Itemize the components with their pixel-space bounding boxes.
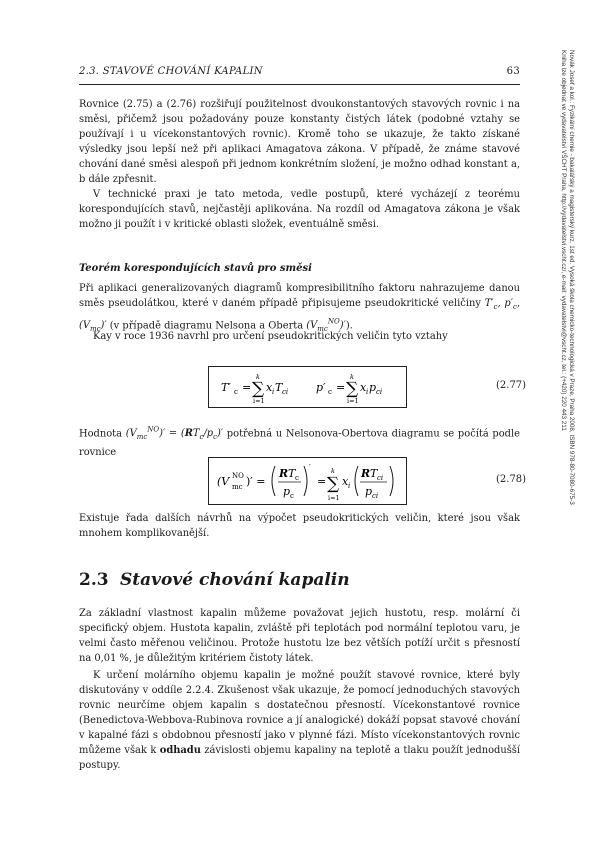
paragraph-3-text-b: (v případě diagramu Nelsona a Oberta bbox=[109, 320, 304, 332]
svg-text:c: c bbox=[295, 474, 299, 482]
header-rule bbox=[79, 84, 520, 85]
svg-text:NO: NO bbox=[232, 472, 244, 480]
svg-text:ci: ci bbox=[376, 388, 383, 396]
paragraph-1: Rovnice (2.75) a (2.76) rozšiřují použitelnost dvoukonstantových stavových rovnic i na směsi, přičemž jsou požadovány pouze konstanty čistých látek (podobné vztahy se používají i u vícekonstantových rovnic). Kromě toho se ukazuje, že takto získané výsledky jsou lepší než při aplikaci Amagatova zákona. V případě, že známe stavové chování dané směsi alespoň při jednom konkrétním složení, je možno odhad konstant a, b dále zpřesnit. bbox=[79, 99, 520, 185]
svg-text:ci: ci bbox=[372, 492, 379, 500]
svg-text:k: k bbox=[350, 373, 354, 381]
svg-text:R: R bbox=[279, 467, 289, 480]
running-header-section: 2.3. STAVOVÉ CHOVÁNÍ KAPALIN bbox=[79, 66, 263, 77]
paragraph-8-text-b: závislosti objemu kapaliny na teplotě a tlaku použít jednodušší postupy. bbox=[79, 745, 521, 771]
section-number: 2.3 bbox=[79, 570, 109, 590]
svg-text:)′ =: )′ = bbox=[246, 475, 266, 488]
section-title: Stavové chování kapalin bbox=[120, 570, 350, 590]
svg-text:p: p bbox=[365, 485, 373, 498]
svg-text:p: p bbox=[369, 381, 377, 394]
equation-2-77-svg bbox=[209, 367, 406, 407]
paragraph-7: Za základní vlastnost kapalin můžeme považovat jejich hustotu, resp. molární či specifický objem. Hustota kapalin, zvláště při teplotách pod normální teplotou varu, je velmi často měřenou veličinou. Protože hustotu lze bez větších potíží určit s přesností na 0,01 %, je důležitým kritériem čistoty látek. bbox=[79, 608, 520, 664]
svg-text:x: x bbox=[360, 381, 367, 394]
paragraph-5-text-b: potřebná u Nelsonova-Obertova diagramu se počítá podle rovnice bbox=[79, 428, 520, 459]
svg-text:(V: (V bbox=[217, 475, 230, 488]
side-copyright-note bbox=[559, 50, 575, 810]
math-vmc-no: $(V_{mc}^{NO})'$ bbox=[306, 317, 346, 334]
svg-text:p: p bbox=[283, 485, 291, 498]
paragraph-8-bold: odhadu bbox=[159, 745, 201, 756]
equation-label-2-77: (2.77) bbox=[496, 380, 527, 391]
math-pseudocritical-vars: $T'_c$, $p'_c$, $(V_{mc})'$ bbox=[79, 298, 521, 334]
svg-text:x: x bbox=[266, 381, 273, 394]
equation-box-2-77 bbox=[208, 366, 407, 408]
svg-text:=: = bbox=[242, 381, 252, 394]
svg-text:mc: mc bbox=[232, 483, 243, 491]
paragraph-5 bbox=[79, 423, 520, 460]
svg-text:c: c bbox=[328, 388, 332, 396]
svg-text:i=1: i=1 bbox=[328, 494, 340, 502]
subheading: Teorém korespondujících stavů pro směsi bbox=[79, 263, 312, 274]
svg-text:x: x bbox=[342, 475, 349, 488]
svg-text:∑: ∑ bbox=[327, 474, 340, 494]
paragraph-2: V technické praxi je tato metoda, vedle postupů, které vycházejí z teorému korespondujících stavů, nejčastěji aplikována. Na rozdíl od Amagatova zákona je však možno ji použít i v kritické oblasti složek, eventuálně směsi. bbox=[79, 189, 520, 230]
svg-text:k: k bbox=[256, 373, 260, 381]
svg-text:∑: ∑ bbox=[252, 379, 265, 399]
equation-label-2-78: (2.78) bbox=[496, 474, 527, 485]
page-number: 63 bbox=[506, 66, 520, 77]
svg-text:T: T bbox=[275, 381, 283, 394]
paragraph-8 bbox=[79, 668, 520, 773]
svg-text:k: k bbox=[331, 467, 335, 475]
svg-text:ci: ci bbox=[282, 388, 289, 396]
paragraph-3-text-a: Při aplikaci generalizovaných diagramů kompresibilitního faktoru nahrazujeme danou směs pseudolátkou, které v daném případě připisujeme pseudokritické veličiny bbox=[79, 283, 520, 309]
paragraph-4: Kay v roce 1936 navrhl pro určení pseudokritických veličin tyto vztahy bbox=[93, 331, 448, 342]
svg-text:i: i bbox=[348, 482, 351, 490]
svg-text:′: ′ bbox=[309, 463, 311, 472]
svg-text:T′: T′ bbox=[221, 381, 231, 394]
svg-text:∑: ∑ bbox=[346, 379, 359, 399]
equation-2-78-svg bbox=[209, 458, 406, 504]
paragraph-6: Existuje řada dalších návrhů na výpočet pseudokritických veličin, které jsou však mnohem komplikovanější. bbox=[79, 513, 520, 539]
svg-text:=: = bbox=[317, 475, 327, 488]
paragraph-8-text-a: K určení molárního objemu kapalin je možné použít stavové rovnice, které byly diskutovány v oddíle 2.2.4. Zkušenost však ukazuje, že pomocí jednoduchých stavových rovnic neurčíme objem kapalin s dostatečnou přesností. Vícekonstantové rovnice (Benedictova-Webbova-Rubinova rovnice a jí analogické) dokáží popsat stavové chování v kapalné fázi s obdobnou přesností jako v plynné fázi. Místo vícekonstantových rovnic můžeme však k bbox=[79, 670, 520, 756]
math-vmc-no-value: $(V_{mc}^{NO})' = (RT_c/p_c)'$ bbox=[125, 426, 224, 442]
svg-text:c: c bbox=[290, 492, 294, 500]
svg-text:T: T bbox=[288, 467, 296, 480]
svg-text:i: i bbox=[272, 388, 275, 396]
svg-text:c: c bbox=[234, 388, 238, 396]
svg-text:p′: p′ bbox=[316, 381, 326, 394]
svg-text:T: T bbox=[370, 467, 378, 480]
side-note-line-2: Kniha lze objednat ve vydavatelství VŠCHT Praha, http://vydavatelstvi.vscht.cz/, e-mail: vydavatelstvi@vscht.cz, tel.: (+420) 220 443 211 bbox=[560, 50, 567, 431]
paragraph-5-text-a: Hodnota bbox=[79, 428, 123, 440]
equation-box-2-78 bbox=[208, 457, 407, 505]
svg-text:ci: ci bbox=[377, 474, 384, 482]
svg-text:i=1: i=1 bbox=[253, 397, 265, 405]
svg-text:i=1: i=1 bbox=[347, 397, 359, 405]
side-note-line-1: Novák Josef a kol.: Fyzikální chemie - bakalářský a magisterský kurz. 1st ed. Vysoká škola chemicko-technologická v Praze, Praha 2008, ISBN 978-80-7080-675-3 bbox=[568, 50, 575, 505]
running-header bbox=[79, 66, 520, 82]
paragraph-3: Při aplikaci generalizovaných diagramů kompresibilitního faktoru nahrazujeme danou směs pseudolátkou, které v daném případě připisujeme pseudokritické veličiny $T'_c$, $p'_c$, $(V_{mc})'$ (v případě diagramu Nelsona a Oberta $(V_{mc}^{NO})'$). bbox=[79, 283, 521, 334]
svg-text:=: = bbox=[336, 381, 346, 394]
svg-text:R: R bbox=[361, 467, 371, 480]
svg-text:i: i bbox=[366, 388, 369, 396]
